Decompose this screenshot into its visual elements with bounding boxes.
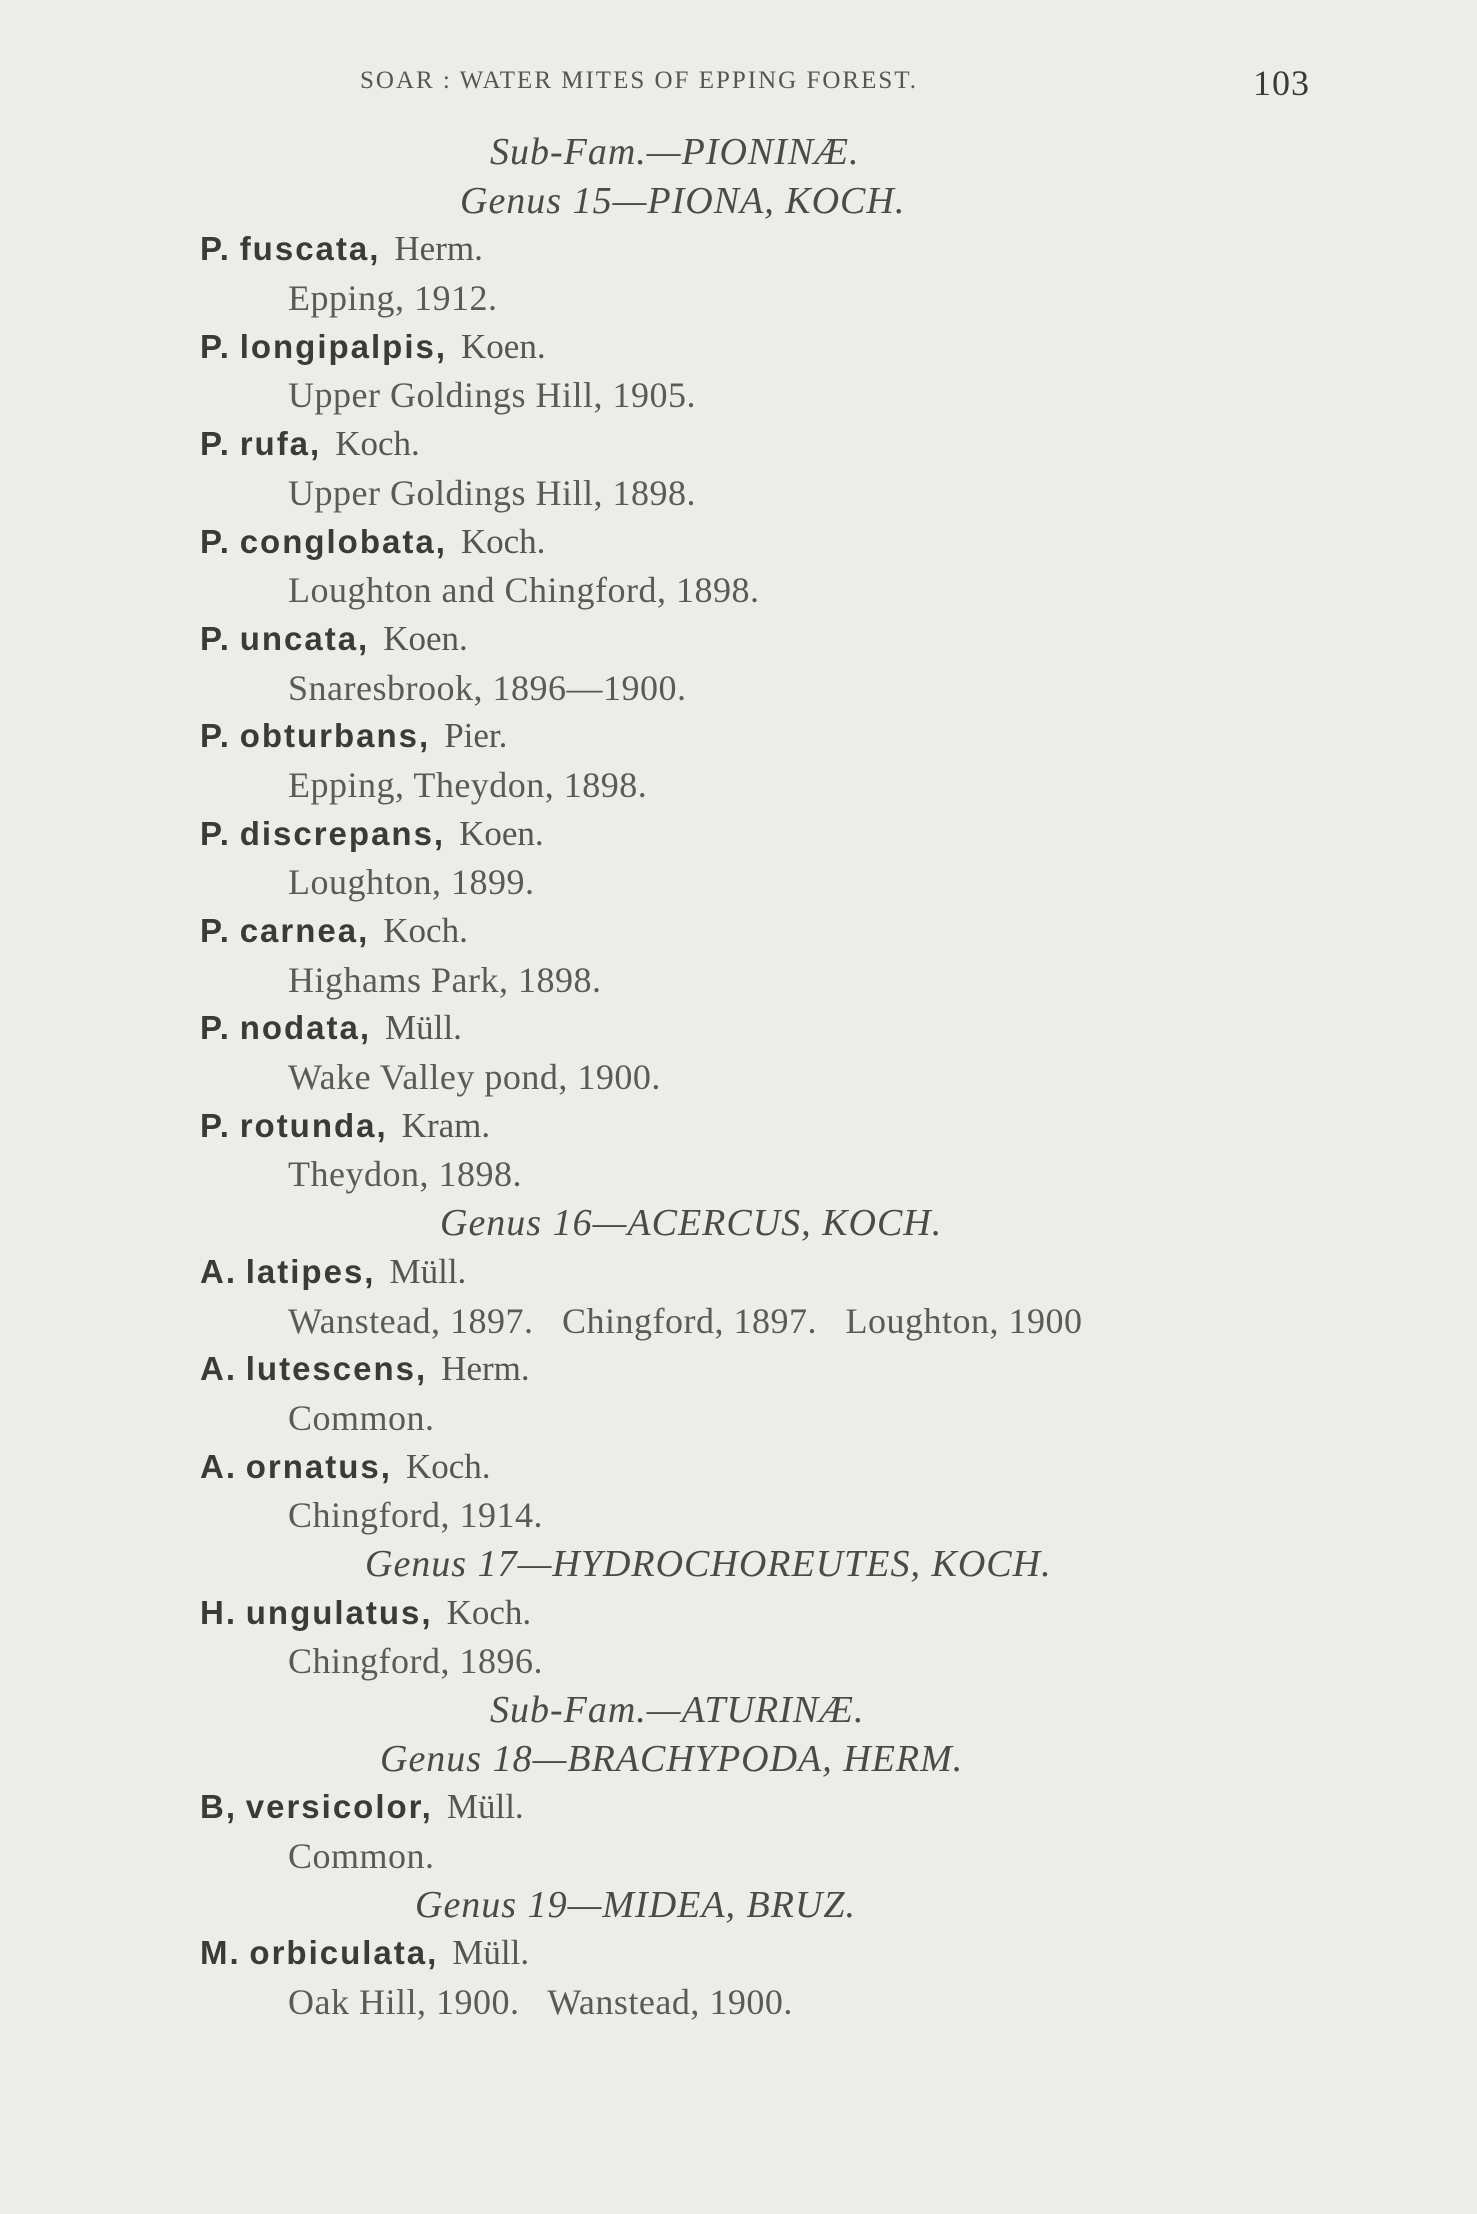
- species-entry: [200, 1248, 1360, 1297]
- locality-record: Wake Valley pond, 1900.: [288, 1057, 661, 1098]
- species-entry: [200, 1589, 1360, 1638]
- taxon-heading: Genus 19—MIDEA, BRUZ.: [415, 1883, 857, 1926]
- genus-abbreviation: B,: [200, 1788, 237, 1826]
- species-entry: [200, 518, 1360, 567]
- taxon-heading: Sub-Fam.—PIONINÆ.: [490, 131, 860, 173]
- locality-record: Theydon, 1898.: [288, 1154, 522, 1195]
- genus-abbreviation: P.: [200, 1009, 231, 1047]
- species-epithet: rotunda,: [239, 1106, 388, 1144]
- species-entry: [200, 1929, 1360, 1978]
- species-epithet: latipes,: [245, 1252, 376, 1290]
- species-epithet: fuscata,: [239, 230, 381, 268]
- genus-abbreviation: P.: [200, 619, 231, 657]
- taxon-heading: Sub-Fam.—ATURINÆ.: [490, 1689, 865, 1731]
- species-author: Koen.: [383, 618, 468, 658]
- locality-record: Epping, 1912.: [288, 278, 498, 319]
- taxon-heading: Genus 16—ACERCUS, KOCH.: [440, 1202, 943, 1245]
- species-entry: [200, 810, 1360, 859]
- species-entry: [200, 907, 1360, 956]
- locality-record: Oak Hill, 1900. Wanstead, 1900.: [288, 1982, 793, 2023]
- species-epithet: carnea,: [239, 912, 370, 949]
- species-entry: [200, 225, 1360, 274]
- locality-record: Upper Goldings Hill, 1905.: [288, 375, 696, 416]
- taxon-heading: Genus 15—PIONA, KOCH.: [460, 179, 906, 222]
- locality-record: Snaresbrook, 1896—1900.: [288, 667, 687, 708]
- species-entry: [200, 1783, 1360, 1832]
- species-author: Müll.: [446, 1787, 524, 1827]
- taxon-heading: Genus 17—HYDROCHOREUTES, KOCH.: [365, 1542, 1052, 1585]
- species-epithet: nodata,: [239, 1009, 372, 1047]
- species-author: Müll.: [385, 1008, 462, 1048]
- locality-record: Upper Goldings Hill, 1898.: [288, 472, 696, 513]
- species-epithet: versicolor,: [245, 1788, 433, 1826]
- genus-abbreviation: H.: [200, 1593, 237, 1631]
- species-author: Pier.: [444, 716, 508, 756]
- locality-record: Loughton, 1899.: [288, 862, 535, 903]
- genus-abbreviation: A.: [200, 1252, 237, 1290]
- species-entry: [200, 1345, 1360, 1394]
- genus-abbreviation: A.: [200, 1350, 237, 1388]
- genus-abbreviation: P.: [200, 230, 231, 268]
- species-epithet: orbiculata,: [249, 1934, 439, 1972]
- species-author: Koch.: [383, 911, 468, 950]
- page-number: 103: [1253, 63, 1310, 103]
- species-entry: [200, 323, 1360, 372]
- species-entry: [200, 712, 1360, 761]
- genus-abbreviation: P.: [200, 1106, 231, 1144]
- locality-record: Wanstead, 1897. Chingford, 1897. Loughton, 1900: [288, 1300, 1083, 1341]
- species-author: Koch.: [405, 1446, 491, 1486]
- taxon-heading: Genus 18—BRACHYPODA, HERM.: [380, 1737, 964, 1780]
- species-author: Koen.: [459, 813, 544, 853]
- species-entry: [200, 615, 1360, 664]
- genus-abbreviation: P.: [200, 425, 231, 463]
- species-epithet: uncata,: [239, 619, 370, 657]
- genus-abbreviation: M.: [200, 1934, 241, 1972]
- species-author: Koch.: [335, 424, 420, 464]
- species-author: Koen.: [461, 326, 546, 366]
- species-epithet: conglobata,: [239, 522, 447, 560]
- locality-record: Common.: [288, 1836, 435, 1877]
- genus-abbreviation: A.: [200, 1447, 237, 1485]
- locality-record: Chingford, 1896.: [288, 1641, 543, 1682]
- species-epithet: ungulatus,: [245, 1593, 433, 1631]
- species-entry: [200, 1004, 1360, 1053]
- species-author: Herm.: [394, 229, 483, 269]
- locality-record: Chingford, 1914.: [288, 1495, 543, 1536]
- locality-record: Highams Park, 1898.: [288, 959, 602, 1000]
- species-author: Koch.: [460, 521, 546, 561]
- species-author: Müll.: [452, 1933, 530, 1973]
- species-list: [200, 128, 1360, 2027]
- species-entry: [200, 1443, 1360, 1492]
- species-author: Kram.: [401, 1105, 491, 1145]
- species-entry: [200, 1102, 1360, 1151]
- genus-abbreviation: P.: [200, 717, 231, 755]
- species-epithet: discrepans,: [239, 814, 446, 852]
- locality-record: Epping, Theydon, 1898.: [288, 764, 648, 805]
- locality-record: Loughton and Chingford, 1898.: [288, 570, 760, 611]
- species-epithet: rufa,: [239, 425, 322, 463]
- species-epithet: ornatus,: [245, 1447, 392, 1485]
- running-header: [360, 62, 1310, 102]
- species-epithet: lutescens,: [245, 1350, 428, 1388]
- species-epithet: obturbans,: [239, 717, 431, 755]
- locality-record: Common.: [288, 1397, 435, 1438]
- species-epithet: longipalpis,: [239, 327, 448, 365]
- genus-abbreviation: P.: [200, 814, 231, 852]
- species-author: Koch.: [446, 1592, 532, 1632]
- species-author: Herm.: [441, 1349, 530, 1389]
- genus-abbreviation: P.: [200, 327, 231, 365]
- genus-abbreviation: P.: [200, 912, 231, 949]
- running-title: SOAR : WATER MITES OF EPPING FOREST.: [360, 67, 918, 94]
- species-entry: [200, 420, 1360, 469]
- species-author: Müll.: [389, 1251, 467, 1291]
- genus-abbreviation: P.: [200, 522, 231, 560]
